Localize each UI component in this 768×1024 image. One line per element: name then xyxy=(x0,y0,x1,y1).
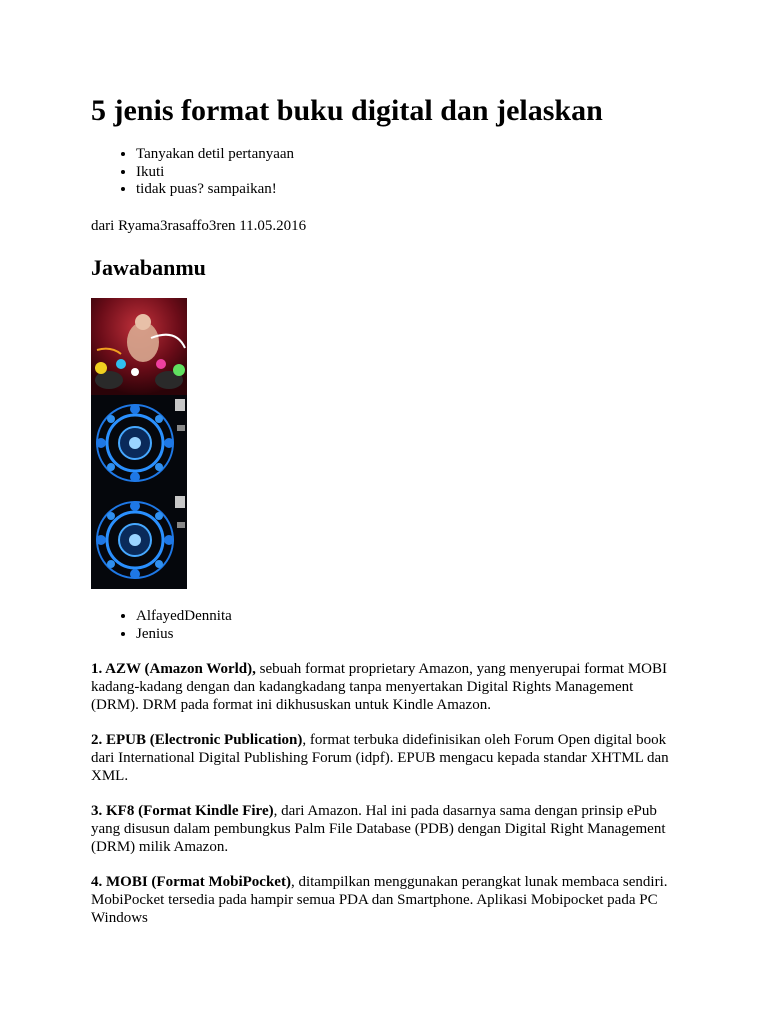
answer-paragraph xyxy=(91,660,681,714)
answer-term: 3. KF8 (Format Kindle Fire) xyxy=(91,803,274,819)
blue-circle-wallpaper-image xyxy=(91,492,187,589)
answer-body xyxy=(91,660,681,944)
answer-paragraph xyxy=(91,873,681,927)
answerer-info xyxy=(91,608,232,643)
action-follow[interactable]: • Ikuti xyxy=(136,164,294,182)
answer-text: sebuah format proprietary Amazon, yang menyerupai format MOBI kadang-kadang dengan dan kadangkadang tanpa menyertakan Digital Rights Management (DRM). DRM pada format ini dikhususkan untuk Kindle Amazon. xyxy=(91,661,668,713)
answer-term: 4. MOBI (Format MobiPocket) xyxy=(91,874,291,890)
answerer-username[interactable]: • AlfayedDennita xyxy=(136,608,232,626)
answer-term: 1. AZW (Amazon World), xyxy=(91,661,256,677)
answer-images xyxy=(91,298,187,589)
question-actions xyxy=(91,146,294,199)
question-title: 5 jenis format buku digital dan jelaskan xyxy=(91,94,603,127)
question-meta: dari Ryama3rasaffo3ren 11.05.2016 xyxy=(91,218,307,234)
answer-paragraph xyxy=(91,802,681,856)
answer-term: 2. EPUB (Electronic Publication) xyxy=(91,732,303,748)
dj-turntable-image xyxy=(91,298,187,395)
answers-heading: Jawabanmu xyxy=(91,255,206,280)
action-report[interactable]: • tidak puas? sampaikan! xyxy=(136,181,294,199)
answer-text: , format terbuka didefinisikan oleh Forum Open digital book dari International Digital Publishing Forum (idpf). EPUB mengacu kepada standar XHTML dan XML. xyxy=(91,732,669,784)
action-ask-detail[interactable]: • Tanyakan detil pertanyaan xyxy=(136,146,294,164)
answer-text: , ditampilkan menggunakan perangkat lunak membaca sendiri. MobiPocket tersedia pada hampir semua PDA dan Smartphone. Aplikasi Mobipocket pada PC Windows xyxy=(91,874,668,926)
answer-paragraph xyxy=(91,731,681,785)
answer-text: , dari Amazon. Hal ini pada dasarnya sama dengan prinsip ePub yang disusun dalam pembungkus Palm File Database (PDB) dengan Digital Right Management (DRM) milik Amazon. xyxy=(91,803,666,855)
answerer-rank: • Jenius xyxy=(136,626,232,644)
blue-circle-wallpaper-image xyxy=(91,395,187,492)
